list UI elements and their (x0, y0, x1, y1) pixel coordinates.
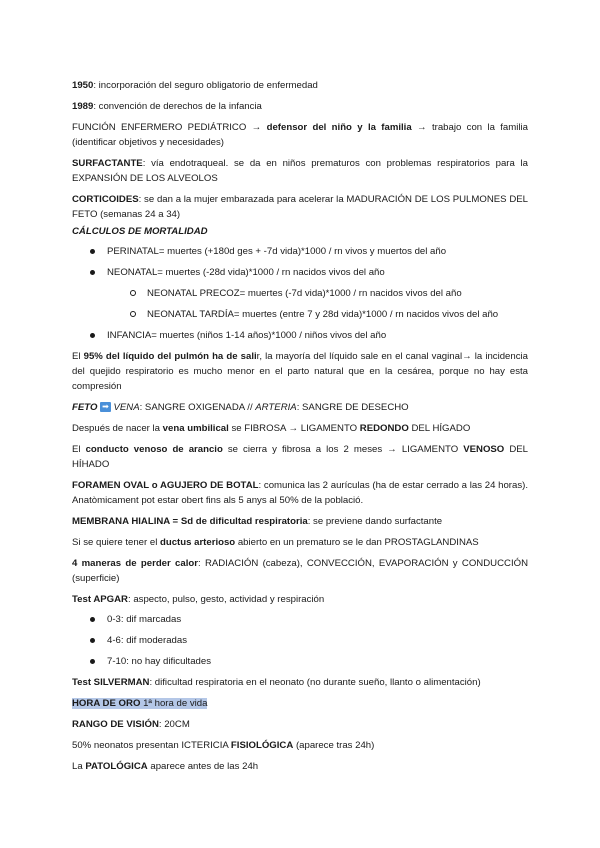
text-part: abierto en un prematuro se le dan PROSTAGLANDINAS (235, 537, 479, 548)
text-part: : se dan a la mujer embarazada para acelerar la MADURACIÓN DE LOS PULMONES DEL FETO (semanas 24 a 34) (72, 194, 528, 220)
bold-part: defensor del niño y la familia (266, 122, 412, 133)
paragraph-1989 (72, 99, 528, 114)
text-part: DEL HÍGADO (408, 423, 471, 434)
bullet-icon (90, 249, 95, 254)
text-part: La (72, 761, 86, 772)
bold-part: 95% del líquido del pulmón ha de sali (83, 351, 257, 362)
bold-part: vena umbilical (162, 423, 229, 434)
term-surfactante: SURFACTANTE (72, 158, 143, 169)
paragraph-membrana-hialina (72, 514, 528, 529)
text-part: El (72, 444, 86, 455)
list-item (72, 307, 528, 322)
paragraph-ictericia (72, 738, 528, 753)
text-part: 50% neonatos presentan ICTERICIA (72, 740, 231, 751)
bullet-icon (90, 617, 95, 622)
text-part: se cierra y fibrosa a los 2 meses → LIGAMENTO (222, 444, 464, 455)
paragraph-corticoides (72, 192, 528, 222)
bold-part: conducto venoso de arancio (85, 444, 223, 455)
paragraph-1950 (72, 78, 528, 93)
text-part: Si se quiere tener el (72, 537, 160, 548)
text-part: : dificultad respiratoria en el neonato (no durante sueño, llanto o alimentación) (149, 677, 481, 688)
paragraph-hora-oro (72, 696, 528, 711)
list-item (72, 286, 528, 301)
bullet-icon (90, 333, 95, 338)
text-part: FUNCIÓN ENFERMERO PEDIÁTRICO → (72, 122, 267, 133)
bold-part: REDONDO (359, 423, 409, 434)
apgar-list (72, 612, 528, 669)
text-part: DEL HÍHADO (72, 444, 528, 470)
paragraph-apgar (72, 592, 528, 607)
text-1989: : convención de derechos de la infancia (93, 101, 262, 112)
bold-part: VENOSO (463, 444, 505, 455)
term-silverman: Test SILVERMAN (72, 677, 150, 688)
list-item (72, 265, 528, 280)
term-membrana: MEMBRANA HIALINA = Sd de dificultad respiratoria (72, 516, 308, 527)
paragraph-silverman (72, 675, 528, 690)
paragraph-surfactante (72, 156, 528, 186)
item-text: NEONATAL TARDÍA= muertes (entre 7 y 28d vida)*1000 / rn nacidos vivos del año (147, 309, 499, 320)
bullet-icon (90, 659, 95, 664)
text-part: : SANGRE DE DESECHO (296, 402, 409, 413)
term-rango: RANGO DE VISIÓN (72, 719, 159, 730)
year-1950: 1950 (72, 80, 94, 91)
item-text: PERINATAL= muertes (+180d ges + -7d vida)*1000 / rn vivos y muertos del año (107, 246, 447, 257)
item-text: NEONATAL PRECOZ= muertes (-7d vida)*1000 / rn nacidos vivos del año (147, 288, 462, 299)
item-text: 4-6: dif moderadas (107, 635, 187, 646)
paragraph-feto (72, 400, 528, 415)
mortality-title: CÁLCULOS DE MORTALIDAD (72, 226, 208, 237)
text-part: r, la mayoría del líquido sale en el canal vaginal→ la incidencia del quejido respiratorio es mucho menor en el parto natural que en la cesárea, porque no hay esta compresión (72, 351, 528, 392)
term-feto: FETO (72, 402, 98, 413)
mortality-list (72, 244, 528, 343)
paragraph-funcion-enfermero (72, 120, 528, 150)
paragraph-patologica (72, 759, 528, 774)
highlight (72, 698, 207, 709)
text-part: : aspecto, pulso, gesto, actividad y respiración (127, 594, 325, 605)
text-part: : comunica las 2 aurículas (ha de estar cerrado a las 24 horas). Anatòmicament pot estar obert fins als 5 anys al 50% de la població. (72, 480, 528, 506)
item-text: 0-3: dif marcadas (107, 614, 182, 625)
term-apgar: Test APGAR (72, 594, 128, 605)
text-part: : se previene dando surfactante (307, 516, 443, 527)
text-part: : RADIACIÓN (cabeza), CONVECCIÓN, EVAPORACIÓN y CONDUCCIÓN (superficie) (72, 558, 528, 584)
paragraph-perder-calor (72, 556, 528, 586)
text-part: : vía endotraqueal. se da en niños prematuros con problemas respiratorios para la EXPANSIÓN DE LOS ALVEOLOS (72, 158, 528, 184)
item-text: 7-10: no hay dificultades (107, 656, 211, 667)
document-page (72, 78, 528, 774)
circle-bullet-icon (130, 290, 136, 296)
text-part: : 20CM (158, 719, 190, 730)
text-1950: : incorporación del seguro obligatorio de enfermedad (93, 80, 318, 91)
right-arrow-icon: ➡ (102, 402, 109, 412)
paragraph-ductus (72, 535, 528, 550)
bold-part: ductus arterioso (160, 537, 236, 548)
paragraph-conducto-venoso (72, 442, 528, 472)
paragraph-liquido-pulmon (72, 349, 528, 394)
mortality-heading (72, 224, 528, 239)
paragraph-vena-umbilical (72, 421, 528, 436)
text-part: Después de nacer la (72, 423, 163, 434)
term-foramen: FORAMEN OVAL o AGUJERO DE BOTAL (72, 480, 259, 491)
term-vena: VENA (110, 402, 140, 413)
text-part: 1ª hora de vida (140, 698, 208, 709)
item-text: NEONATAL= muertes (-28d vida)*1000 / rn nacidos vivos del año (107, 267, 385, 278)
text-part: : SANGRE OXIGENADA // (139, 402, 256, 413)
term-arteria: ARTERIA (255, 402, 297, 413)
paragraph-foramen-oval (72, 478, 528, 508)
list-item (72, 612, 528, 627)
text-part: → trabajo con la familia (identificar objetivos y necesidades) (72, 122, 528, 148)
term-hora-oro: HORA DE ORO (72, 698, 141, 709)
paragraph-rango-vision (72, 717, 528, 732)
item-text: INFANCIA= muertes (niños 1-14 años)*1000 / niños vivos del año (107, 330, 387, 341)
text-part: aparece antes de las 24h (147, 761, 259, 772)
list-item (72, 633, 528, 648)
term-corticoides: CORTICOIDES (72, 194, 139, 205)
term-calor: 4 maneras de perder calor (72, 558, 198, 569)
list-item (72, 244, 528, 259)
bullet-icon (90, 638, 95, 643)
circle-bullet-icon (130, 311, 136, 317)
text-part: se FIBROSA → LIGAMENTO (228, 423, 360, 434)
text-part: El (72, 351, 84, 362)
year-1989: 1989 (72, 101, 94, 112)
bullet-icon (90, 270, 95, 275)
bold-part: PATOLÓGICA (85, 761, 148, 772)
list-item (72, 328, 528, 343)
bold-part: FISIOLÓGICA (230, 740, 294, 751)
list-item (72, 654, 528, 669)
text-part: (aparece tras 24h) (293, 740, 375, 751)
